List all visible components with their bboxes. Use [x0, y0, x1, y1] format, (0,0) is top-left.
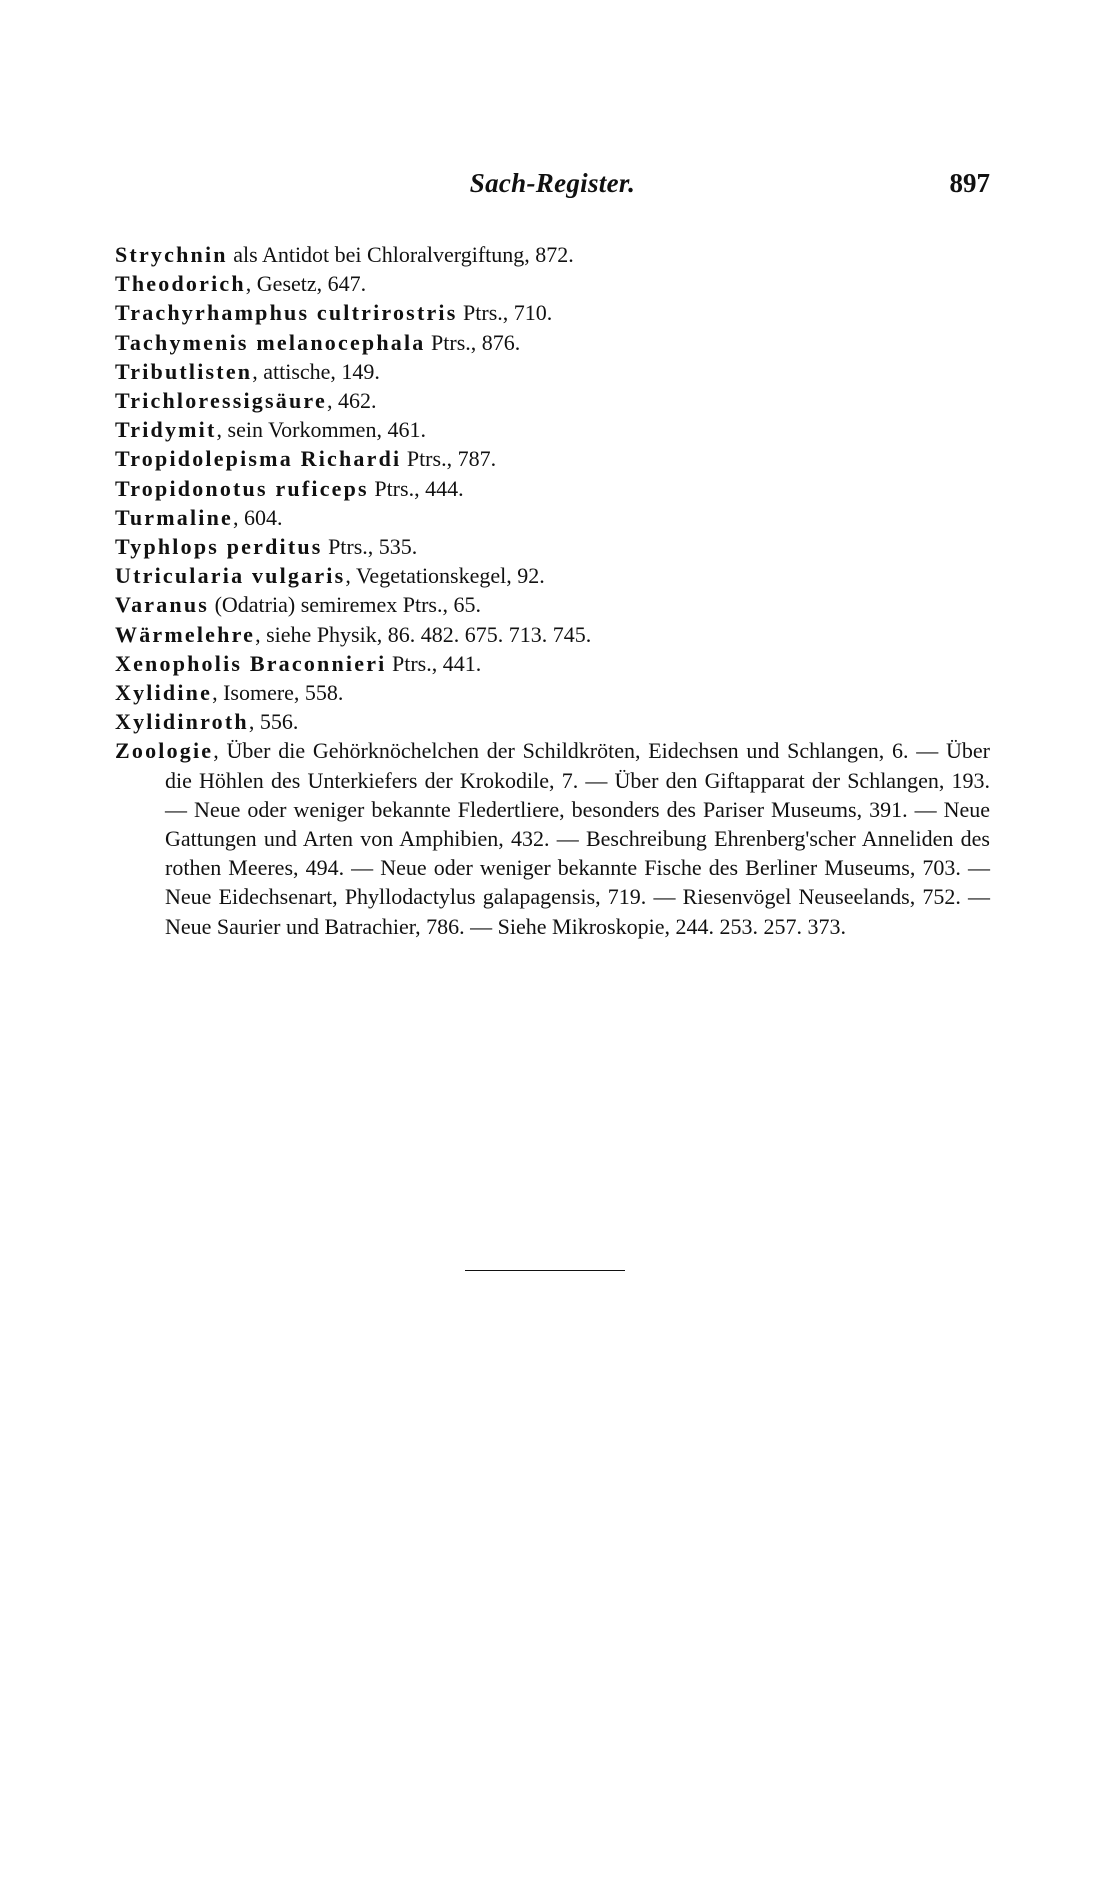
- entry-term: Tropidonotus ruficeps: [115, 475, 369, 501]
- entry-text: , Isomere, 558.: [212, 680, 344, 706]
- entry-term: Turmaline: [115, 504, 234, 530]
- index-entry: [115, 678, 990, 707]
- entry-term: Strychnin: [115, 242, 228, 267]
- entry-text: Ptrs., 876.: [425, 329, 521, 355]
- index-list: [115, 240, 990, 941]
- entry-term: Xenopholis Braconnieri: [115, 650, 387, 676]
- index-entry: [115, 269, 990, 298]
- index-entry: [115, 328, 990, 357]
- index-entry: [115, 386, 990, 415]
- entry-text: Ptrs., 710.: [457, 300, 553, 326]
- page-header: [115, 168, 990, 208]
- entry-text: Ptrs., 441.: [386, 650, 482, 676]
- entry-text: Ptrs., 787.: [401, 446, 497, 472]
- index-entry: [115, 240, 990, 269]
- entry-text: , siehe Physik, 86. 482. 675. 713. 745.: [255, 621, 592, 647]
- index-entry: [115, 561, 990, 590]
- index-entry: [115, 474, 990, 503]
- running-head: Sach-Register.: [469, 168, 636, 198]
- entry-term: Tributlisten: [115, 358, 253, 384]
- entry-text: , Über die Gehörknöchelchen der Schildkröten, Eidechsen und Schlangen, 6. — Über die Höhlen des Unterkiefers der Krokodile, 7. — Über den Giftapparat der Schlangen, 193. — Neue oder weniger bekannte Fledertliere, besonders des Pariser Museums, 391. — Neue Gattungen und Arten von Amphibien, 432. — Beschreibung Ehrenberg'scher Anneliden des rothen Meeres, 494. — Neue oder weniger bekannte Fische des Berliner Museums, 703. — Neue Eidechsenart, Phyllodactylus galapagensis, 719. — Riesenvögel Neuseelands, 752. — Neue Saurier und Batrachier, 786. — Siehe Mikroskopie, 244. 253. 257. 373.: [165, 738, 990, 939]
- index-entry: [115, 532, 990, 561]
- entry-term: Tachymenis melanocephala: [115, 329, 426, 355]
- entry-text: , Gesetz, 647.: [245, 271, 367, 297]
- entry-text: , 556.: [248, 709, 299, 735]
- entry-term: Zoologie: [115, 738, 214, 764]
- entry-term: Typhlops perditus: [115, 534, 323, 560]
- entry-term: Trachyrhamphus cultrirostris: [115, 300, 458, 326]
- entry-term: Varanus: [115, 592, 210, 618]
- index-entry: [115, 590, 990, 619]
- entry-term: Trichloressigsäure: [115, 388, 327, 414]
- page-number: 897: [949, 168, 990, 198]
- entry-text: , 462.: [326, 388, 377, 414]
- index-entry: [115, 707, 990, 736]
- end-rule: [465, 1270, 625, 1271]
- entry-text: als Antidot bei Chloralvergiftung, 872.: [227, 242, 574, 267]
- entry-text: Ptrs., 535.: [322, 534, 418, 560]
- entry-text: (Odatria) semiremex Ptrs., 65.: [209, 592, 481, 618]
- entry-term: Wärmelehre: [115, 621, 256, 647]
- entry-term: Utricularia vulgaris: [115, 563, 346, 589]
- entry-term: Tridymit: [115, 417, 217, 443]
- index-entry-zoologie: [115, 736, 990, 940]
- entry-term: Tropidolepisma Richardi: [115, 446, 402, 472]
- index-entry: [115, 415, 990, 444]
- index-entry: [115, 444, 990, 473]
- entry-text: Ptrs., 444.: [368, 475, 464, 501]
- entry-term: Xylidinroth: [115, 709, 249, 735]
- entry-term: Theodorich: [115, 271, 246, 297]
- entry-text: , 604.: [233, 504, 283, 530]
- entry-text: , sein Vorkommen, 461.: [216, 417, 426, 443]
- index-entry: [115, 298, 990, 327]
- index-entry: [115, 357, 990, 386]
- entry-text: , attische, 149.: [252, 358, 380, 384]
- entry-text: , Vegetationskegel, 92.: [345, 563, 545, 589]
- index-entry: [115, 503, 990, 532]
- index-entry: [115, 649, 990, 678]
- index-entry: [115, 620, 990, 649]
- entry-term: Xylidine: [115, 680, 213, 706]
